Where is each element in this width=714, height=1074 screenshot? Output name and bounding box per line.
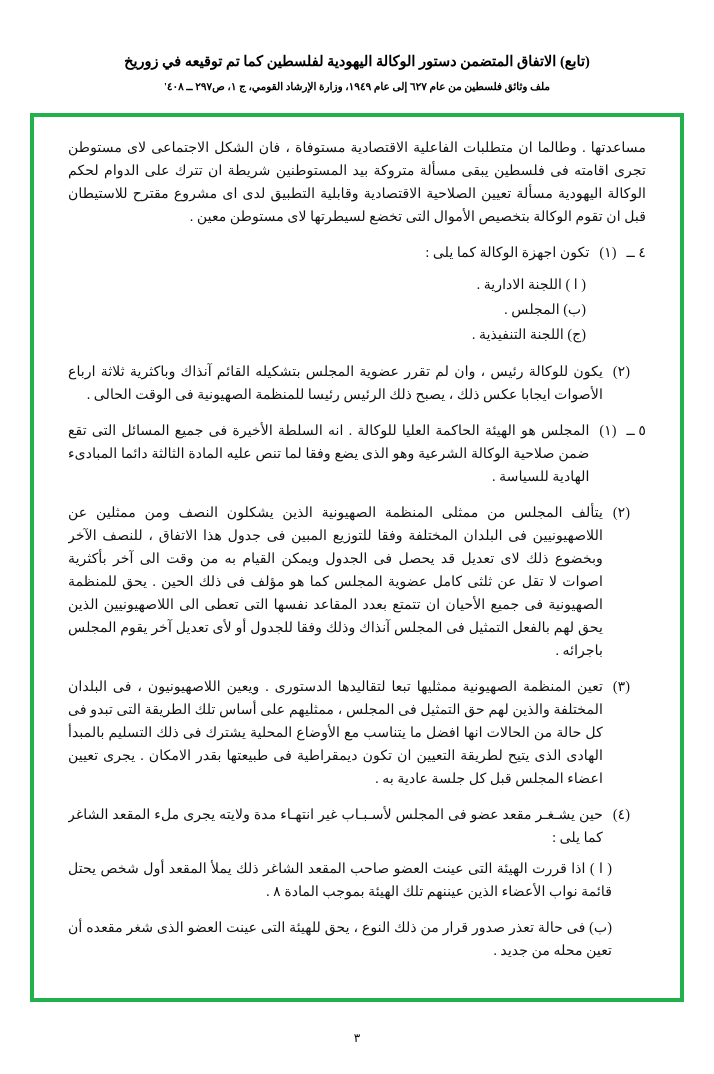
section-5-clause-4-subitems xyxy=(68,858,646,963)
content-frame xyxy=(30,113,684,1002)
section-5-clause-3 xyxy=(68,676,646,791)
section-4-clause-2-number: (٢) xyxy=(612,363,630,380)
section-4-clause-2-text: يكون للوكالة رئيس ، وان لم تقرر عضوية المجلس بتشكيله القائم آنذاك وباكثرية ثلاثة ارباع الأصوات ايجابا عكس ذلك ، يصبح ذلك الرئيس رئيسا للمنظمة الصهيونية فى الوقت الحالى . xyxy=(68,363,603,403)
section-5-clause-1 xyxy=(68,420,646,489)
section-5-clause-3-text: تعين المنظمة الصهيونية ممثليها تبعا لتقاليدها الدستورى . ويعين اللاصهيونيون ، فى البلدان المختلفة والذين لهم حق التمثيل فى المجلس ، ممثليهم على أساس تلك الطريقة التى تبدو فى كل حالة من الحالات انها افضل ما يتناسب مع الأوضاع المحلية يشترك فى ذلك التسليم بالمبدأ الهادى الذى يتيح لطريقة التعيين ان تكون ديمقراطية فى طبيعتها بقدر الامكان . يجرى تعيين اعضاء المجلس قبل كل جلسة عادية به . xyxy=(68,678,603,787)
section-4-text: تكون اجهزة الوكالة كما يلى : xyxy=(425,245,590,261)
section-5-clause-3-number: (٣) xyxy=(612,678,630,695)
document-body xyxy=(68,137,646,984)
intro-paragraph: مساعدتها . وطالما ان متطلبات الفاعلية الاقتصادية مستوفاة ، فان الشكل الاجتماعى لاى مستوطن تجرى اقامته فى فلسطين يبقى مسألة متروكة بيد المستوطنين شريطة ان تترك على الدوام لحكم الوكالة اليهودية مسألة تعيين الصلاحية الاقتصادية وقابلية التطبيق لدى اى مشروع مقترح للاستيطان قبل ان تقوم الوكالة بتخصيص الأموال التى تخضع لسيطرتها لاى مستوطن معين . xyxy=(68,140,646,225)
section-5-clause-4-text: حين يشـغـر مقعد عضو فى المجلس لأسـبـاب غير انتهـاء مدة ولايته يجرى ملء المقعد الشاغر كما يلى : xyxy=(68,806,603,846)
page-title: (تابع) الاتفاق المتضمن دستور الوكالة اليهودية لفلسطين كما تم توقيعه في زوريخ xyxy=(124,54,590,70)
section-5-clause-4 xyxy=(68,804,646,850)
document-header xyxy=(0,0,714,96)
section-5-clause-2 xyxy=(68,502,646,663)
list-item: ( ا ) اللجنة الادارية . xyxy=(476,277,586,293)
page-number: ٣ xyxy=(353,1031,361,1045)
section-5-clause-2-number: (٢) xyxy=(612,504,630,521)
section-5-clause-4-number: (٤) xyxy=(612,806,630,823)
section-4-clause-2 xyxy=(68,361,646,407)
sub-item-b: (ب) فى حالة تعذر صدور قرار من ذلك النوع ، يحق للهيئة التى عينت العضو الذى شغر مقعده أن تعين محله من جديد . xyxy=(68,919,612,959)
section-4-number: ٤ ــ xyxy=(626,245,646,261)
section-5-clause-number: (١) xyxy=(599,422,617,439)
list-item: (ب) المجلس . xyxy=(504,301,586,318)
section-4-items xyxy=(68,273,646,348)
list-item: (ج) اللجنة التنفيذية . xyxy=(471,326,586,343)
section-5-number: ٥ ــ xyxy=(626,422,646,439)
section-5-clause-2-text: يتألف المجلس من ممثلى المنظمة الصهيونية الذين يشكلون النصف ومن ممثلين عن اللاصهيونيين فى البلدان المختلفة وفقا للتوزيع المبين فى جدول هذا الاتفاق ، للنصف الآخر وبخضوع ذلك لاى تعديل قد يحصل فى الجدول ويمكن القيام به من وقت الى آخر بأكثرية اصوات لا تقل عن ثلثى كامل عضوية المجلس كما هو مؤلف فى ذلك الحين . يحق للمنظمة الصهيونية فى جميع الأحيان ان تتمتع بعدد المقاعد نفسها التى تعطى الى اللاصهيونيين الذين يحق لهم بالفعل التمثيل فى المجلس آنذاك وذلك وفقا للجدول أو لأى تعديل آخر يقوم المجلس باجرائه . xyxy=(68,504,603,659)
sub-item-a: ( ا ) اذا قررت الهيئة التى عينت العضو صاحب المقعد الشاغر ذلك يملأ المقعد أول شخص يحتل قائمة نواب الأعضاء الذين عيننهم تلك الهيئة بموجب المادة ٨ . xyxy=(68,860,612,900)
section-4-clause-1 xyxy=(68,242,646,265)
section-4-clause-number: (١) xyxy=(599,245,617,261)
page-subtitle: ملف وثائق فلسطين من عام ٦٢٧ إلى عام ١٩٤٩، وزارة الإرشاد القومي، ج ١، ص٢٩٧ ــ ٤٠٨' xyxy=(163,82,551,94)
section-5-text: المجلس هو الهيئة الحاكمة العليا للوكالة . انه السلطة الأخيرة فى جميع المسائل التى تقع ضمن صلاحية الوكالة الشرعية وهو الذى يضع وفقا لما تنص عليه المادة الثالثة دائما المبادىء الهادية للسياسة . xyxy=(68,422,590,485)
